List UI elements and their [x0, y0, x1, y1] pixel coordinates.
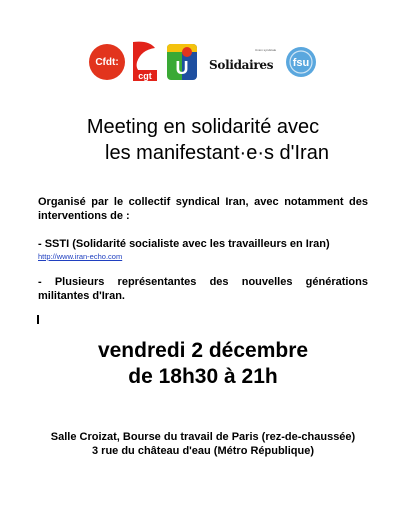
solidaires-logo-text: Solidaires: [209, 58, 274, 72]
unsa-logo: [167, 44, 197, 80]
fsu-logo-text: fsu: [292, 57, 310, 69]
cgt-logo-text: cgt: [138, 71, 152, 81]
unsa-logo-text: U: [175, 58, 189, 78]
event-time: de 18h30 à 21h: [128, 365, 278, 388]
solidaires-logo: [209, 48, 277, 76]
cgt-logo: [129, 40, 161, 82]
event-date: vendredi 2 décembre: [97, 339, 309, 362]
union-logos: [85, 40, 325, 84]
organizer-intro: Organisé par le collectif syndical Iran, avec notamment des interventions de :: [38, 196, 368, 222]
solidaires-tagline: Union syndicale: [255, 48, 277, 52]
venue-address: 3 rue du château d'eau (Métro République): [91, 445, 315, 457]
speaker-ssti: - SSTI (Solidarité socialiste avec les travailleurs en Iran): [38, 238, 330, 250]
meeting-title-line-2: les manifestant·e·s d'Iran: [105, 142, 329, 164]
cfdt-logo-text: Cfdt:: [95, 56, 119, 68]
text-cursor: [37, 315, 39, 324]
meeting-title-line-1: Meeting en solidarité avec: [86, 116, 320, 138]
venue-name: Salle Croizat, Bourse du travail de Paris (rez-de-chaussée): [50, 431, 356, 443]
speaker-new-generations: - Plusieurs représentantes des nouvelles générations militantes d'Iran.: [38, 276, 368, 302]
cfdt-logo: [89, 44, 125, 80]
ssti-website-link[interactable]: http://www.iran-echo.com: [38, 252, 123, 261]
fsu-logo: [285, 46, 317, 78]
